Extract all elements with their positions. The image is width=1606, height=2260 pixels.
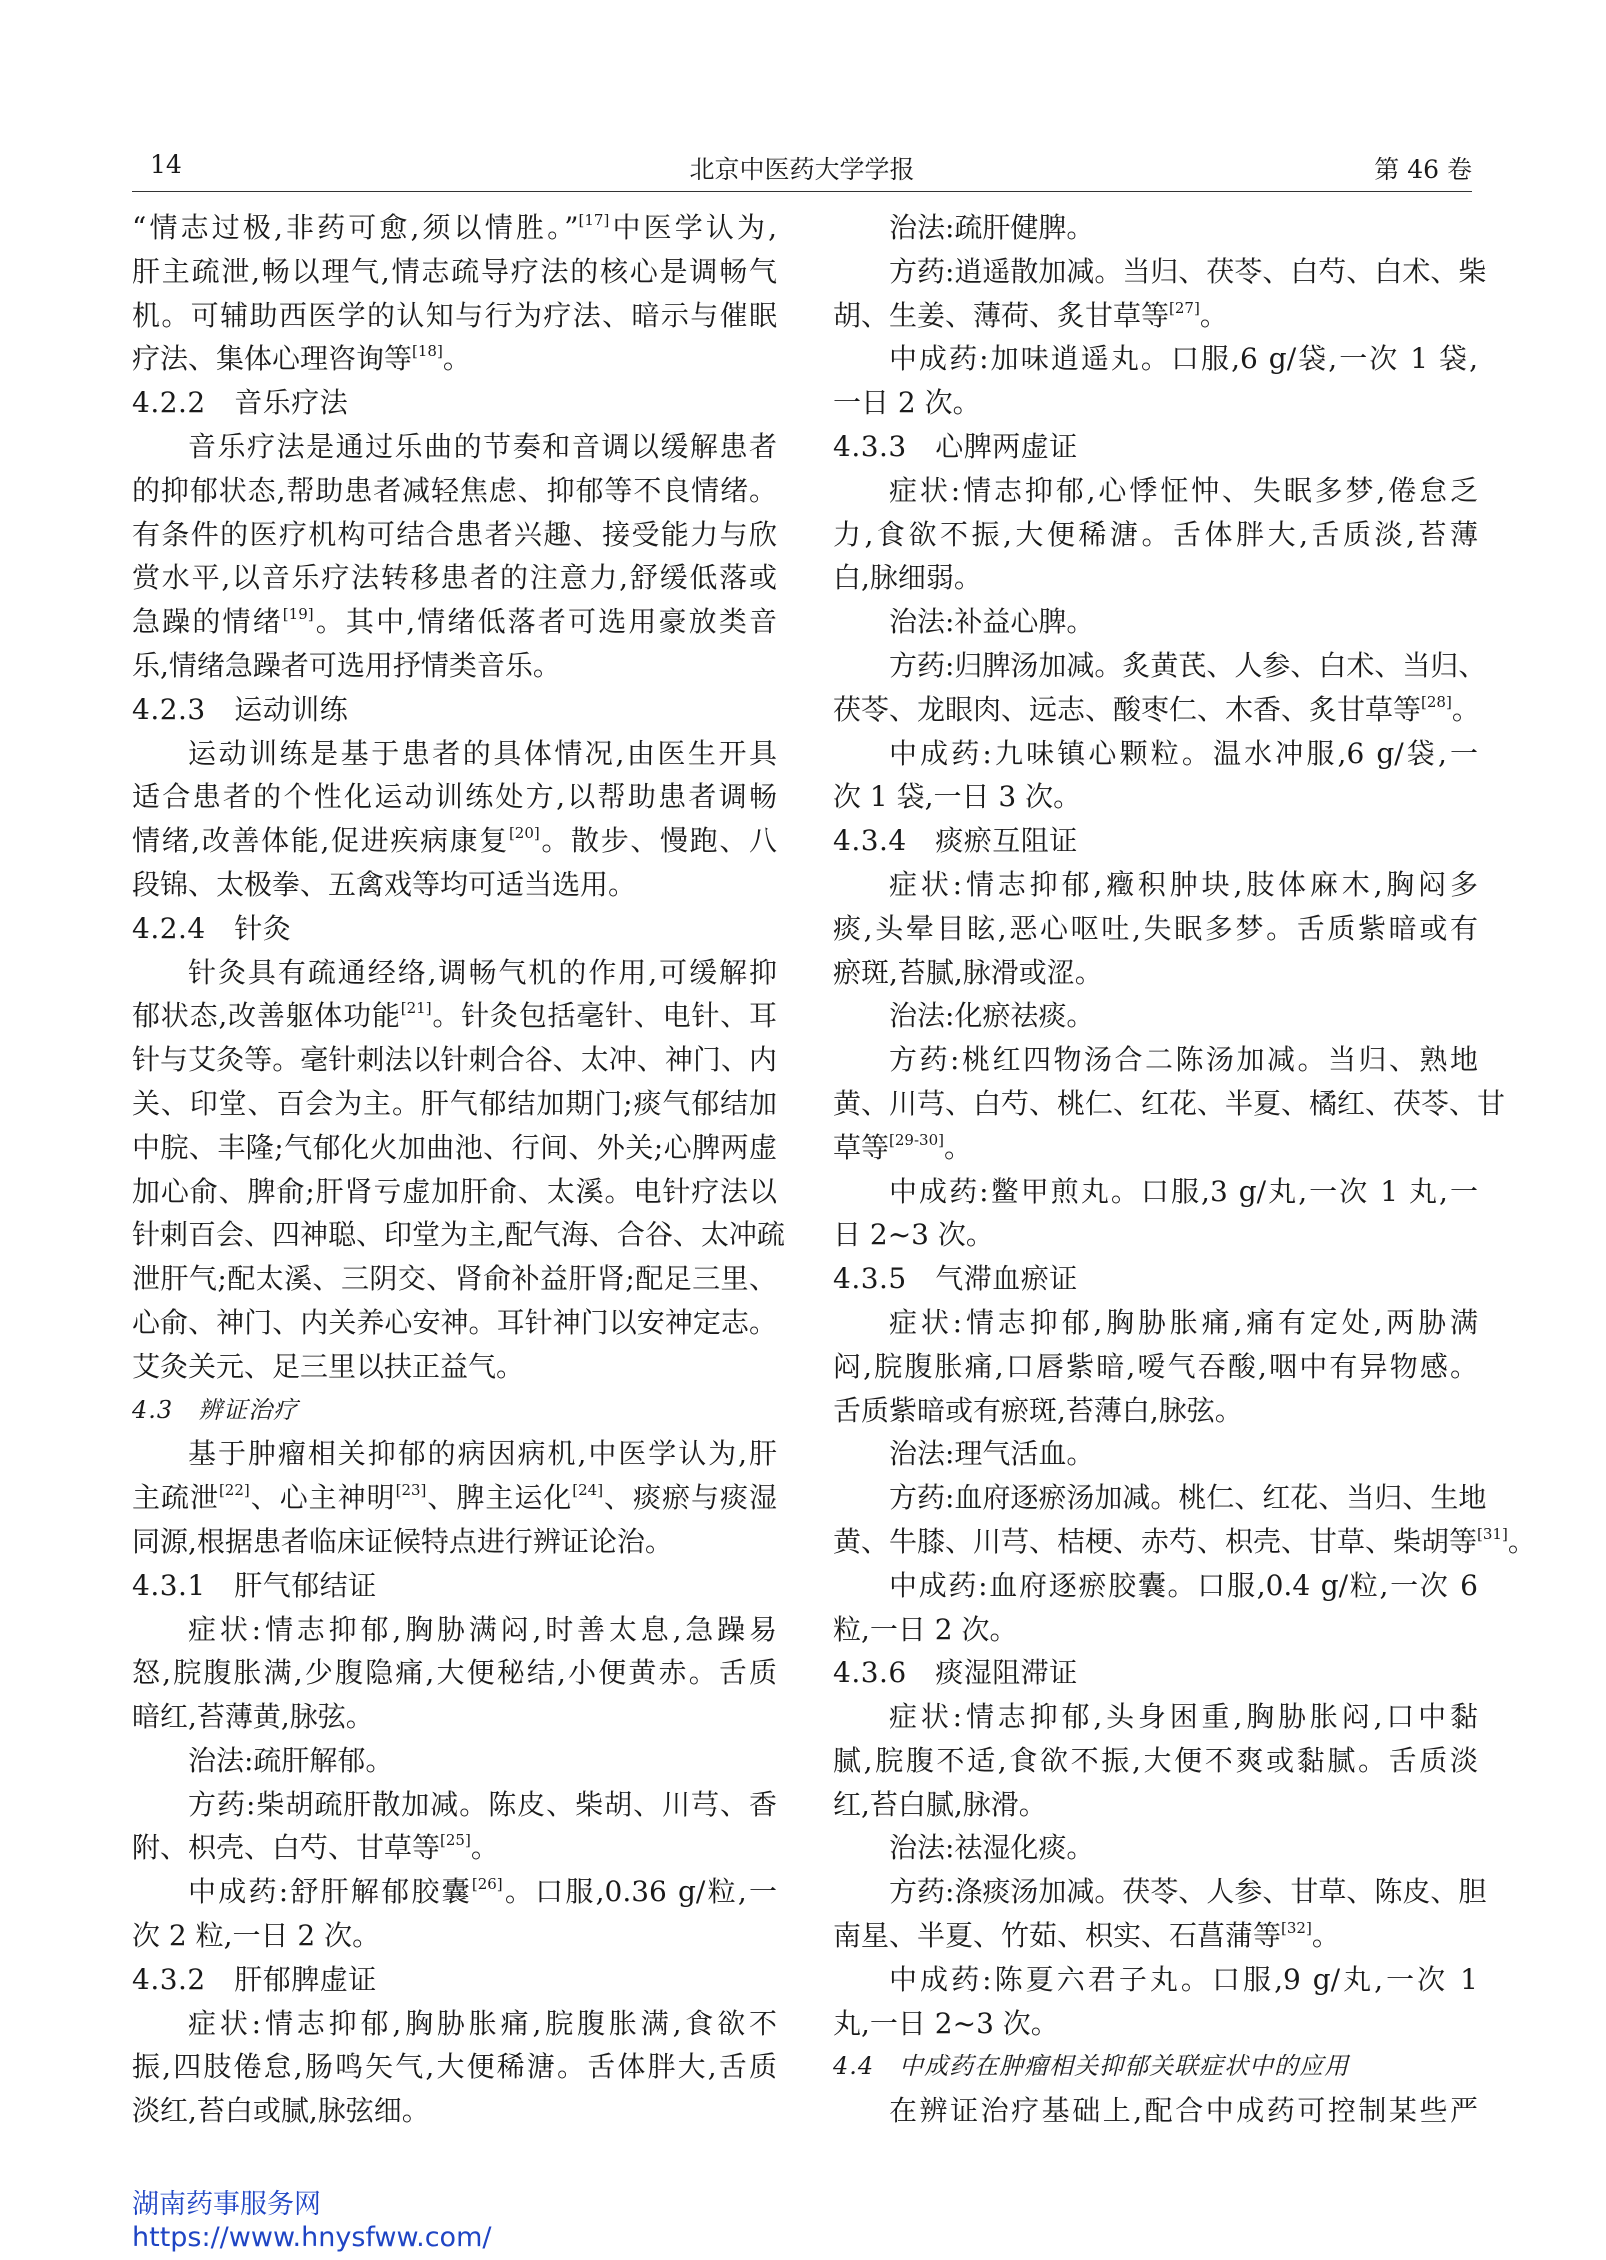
text-line xyxy=(132,250,777,294)
text-line xyxy=(833,1608,1478,1652)
text-line xyxy=(132,206,777,250)
line-text: 4.2.4 针灸 xyxy=(132,911,292,945)
text-line xyxy=(833,994,1478,1038)
text-line xyxy=(833,1476,1487,1520)
text-line xyxy=(833,732,1478,776)
line-text: 运动训练是基于患者的具体情况,由医生开具 xyxy=(188,736,777,770)
text-line xyxy=(132,1695,777,1739)
line-text: 暗红,苔薄黄,脉弦。 xyxy=(132,1700,374,1734)
text-line xyxy=(833,556,1478,600)
text-line xyxy=(833,1082,1506,1126)
line-text: 白,脉细弱。 xyxy=(833,561,982,595)
line-text: 症状:情志抑郁,胸胁胀痛,痛有定处,两胁满 xyxy=(889,1305,1478,1339)
text-line xyxy=(132,1126,777,1170)
line-text: 怒,脘腹胀满,少腹隐痛,大便秘结,小便黄赤。舌质 xyxy=(132,1656,777,1690)
line-text: 治法:祛湿化痰。 xyxy=(889,1831,1095,1865)
text-line xyxy=(132,425,777,469)
line-text: 。 xyxy=(943,1130,972,1164)
text-line xyxy=(132,688,777,732)
line-text: 。针灸包括毫针、电针、耳 xyxy=(431,999,777,1033)
text-line xyxy=(833,1520,1536,1564)
line-text: 针灸具有疏通经络,调畅气机的作用,可缓解抑 xyxy=(188,955,777,989)
line-text: 同源,根据患者临床证候特点进行辨证论治。 xyxy=(132,1524,673,1558)
line-text: 的抑郁状态,帮助患者减轻焦虑、抑郁等不良情绪。 xyxy=(132,473,777,507)
line-text: 胡、生姜、薄荷、炙甘草等 xyxy=(833,298,1170,332)
line-text: 。 xyxy=(1507,1524,1536,1558)
text-line xyxy=(833,1213,1478,1257)
line-text: 艾灸关元、足三里以扶正益气。 xyxy=(132,1349,525,1383)
text-line xyxy=(833,381,1478,425)
line-text: 治法:化瘀祛痰。 xyxy=(889,999,1095,1033)
line-text: 4.3.5 气滞血瘀证 xyxy=(833,1262,1078,1296)
text-line xyxy=(132,951,777,995)
text-line xyxy=(132,337,777,381)
line-text: 。 xyxy=(442,342,471,376)
text-line xyxy=(132,1389,777,1433)
line-text: 。 xyxy=(1311,1919,1340,1953)
text-line xyxy=(132,644,777,688)
text-line xyxy=(833,1914,1478,1958)
line-text: 疗法、集体心理咨询等 xyxy=(132,342,413,376)
line-text: 茯苓、龙眼肉、远志、酸枣仁、木香、炙甘草等 xyxy=(833,692,1422,726)
line-text: 闷,脘腹胀痛,口唇紫暗,嗳气吞酸,咽中有异物感。 xyxy=(833,1349,1478,1383)
line-text: 、心主神明 xyxy=(249,1481,396,1515)
line-text: 在辨证治疗基础上,配合中成药可控制某些严 xyxy=(889,2094,1478,2128)
line-text: 。其中,情绪低落者可选用豪放类音 xyxy=(313,605,777,639)
line-text: 中成药:舒肝解郁胶囊 xyxy=(188,1875,472,1909)
line-text: 症状:情志抑郁,癥积肿块,肢体麻木,胸闷多 xyxy=(889,867,1478,901)
citation-ref: [17] xyxy=(578,211,610,229)
text-line xyxy=(132,1564,777,1608)
line-text: 症状:情志抑郁,心悸怔忡、失眠多梦,倦怠乏 xyxy=(889,473,1478,507)
line-text: 中脘、丰隆;气郁化火加曲池、行间、外关;心脾两虚 xyxy=(132,1130,777,1164)
line-text: 腻,脘腹不适,食欲不振,大便不爽或黏腻。舌质淡 xyxy=(833,1743,1478,1777)
text-line xyxy=(132,1082,777,1126)
text-line xyxy=(833,951,1478,995)
line-text: 黄、川芎、白芍、桃仁、红花、半夏、橘红、茯苓、甘 xyxy=(833,1086,1506,1120)
line-text: 方药:柴胡疏肝散加减。陈皮、柴胡、川芎、香 xyxy=(188,1787,777,1821)
text-line xyxy=(132,1826,777,1870)
text-line xyxy=(132,513,777,557)
line-text: 中医学认为, xyxy=(609,211,777,244)
line-text: 瘀斑,苔腻,脉滑或涩。 xyxy=(833,955,1103,989)
line-text: 针刺百会、四神聪、印堂为主,配气海、合谷、太冲疏 xyxy=(132,1218,785,1252)
text-line xyxy=(132,556,777,600)
line-text: 次 1 袋,一日 3 次。 xyxy=(833,780,1082,814)
header-rule xyxy=(132,191,1472,192)
line-text: 关、印堂、百会为主。肝气郁结加期门;痰气郁结加 xyxy=(132,1086,777,1120)
line-text: 情绪,改善体能,促进疾病康复 xyxy=(132,824,509,858)
line-text: 郁状态,改善躯体功能 xyxy=(132,999,401,1033)
text-line xyxy=(833,294,1478,338)
line-text: 音乐疗法是通过乐曲的节奏和音调以缓解患者 xyxy=(188,429,777,463)
text-line xyxy=(132,381,777,425)
text-line xyxy=(833,1432,1478,1476)
line-text: 中成药:鳖甲煎丸。口服,3 g/丸,一次 1 丸,一 xyxy=(889,1174,1478,1208)
site-name: 湖南药事服务网 xyxy=(132,2189,321,2220)
line-text: 黄、牛膝、川芎、桔梗、赤芍、枳壳、甘草、柴胡等 xyxy=(833,1524,1478,1558)
line-text: 方药:归脾汤加减。炙黄芪、人参、白术、当归、 xyxy=(889,648,1487,682)
line-text: 振,四肢倦怠,肠鸣矢气,大便稀溏。舌体胖大,舌质 xyxy=(132,2050,777,2084)
text-line xyxy=(833,469,1478,513)
text-line xyxy=(132,819,777,863)
text-line xyxy=(833,1170,1478,1214)
text-line xyxy=(833,688,1478,732)
text-line xyxy=(833,2089,1478,2133)
line-text: 痰,头晕目眩,恶心呕吐,失眠多梦。舌质紫暗或有 xyxy=(833,911,1478,945)
text-line xyxy=(132,863,777,907)
text-line xyxy=(833,1826,1478,1870)
citation-ref: [21] xyxy=(400,999,432,1018)
text-line xyxy=(132,1651,777,1695)
line-text: 一日 2 次。 xyxy=(833,386,981,420)
text-line xyxy=(833,1651,1478,1695)
text-line xyxy=(833,2002,1478,2046)
line-text: 心俞、神门、内关养心安神。耳针神门以安神定志。 xyxy=(132,1305,777,1339)
citation-ref: [24] xyxy=(572,1481,604,1500)
line-text: 南星、半夏、竹茹、枳实、石菖蒲等 xyxy=(833,1919,1282,1953)
text-line xyxy=(833,206,1478,250)
line-text: 4.3.1 肝气郁结证 xyxy=(132,1568,377,1602)
line-text: 肝主疏泄,畅以理气,情志疏导疗法的核心是调畅气 xyxy=(132,254,777,288)
text-line xyxy=(833,1958,1478,2002)
text-line xyxy=(132,469,777,513)
line-text: 日 2~3 次。 xyxy=(833,1218,994,1252)
line-text: 4.3 辨证治疗 xyxy=(132,1395,299,1424)
line-text: 方药:逍遥散加减。当归、茯苓、白芍、白术、柴 xyxy=(889,254,1487,288)
page-number: 14 xyxy=(150,150,182,179)
text-line xyxy=(132,1257,777,1301)
line-text: 机。可辅助西医学的认知与行为疗法、暗示与催眠 xyxy=(132,298,777,332)
text-line xyxy=(132,600,777,644)
text-line xyxy=(833,513,1478,557)
line-text: 4.3.4 痰瘀互阻证 xyxy=(833,824,1078,858)
line-text: 症状:情志抑郁,胸胁满闷,时善太息,急躁易 xyxy=(188,1612,777,1646)
watermark-footer xyxy=(132,2188,491,2254)
citation-ref: [27] xyxy=(1169,298,1200,317)
text-line xyxy=(833,2045,1478,2089)
text-line xyxy=(833,644,1487,688)
text-line xyxy=(833,907,1478,951)
text-line xyxy=(132,2002,777,2046)
citation-ref: [26] xyxy=(471,1875,503,1894)
text-line xyxy=(833,425,1478,469)
text-line xyxy=(132,1432,777,1476)
line-text: 症状:情志抑郁,头身困重,胸胁胀闷,口中黏 xyxy=(889,1700,1478,1734)
line-text: 中成药:陈夏六君子丸。口服,9 g/丸,一次 1 xyxy=(889,1962,1478,1996)
right-column xyxy=(833,206,1536,2133)
line-text: 4.3.2 肝郁脾虚证 xyxy=(132,1962,377,1996)
text-line xyxy=(132,1783,777,1827)
line-text: 红,苔白腻,脉滑。 xyxy=(833,1787,1047,1821)
running-header xyxy=(132,150,1472,186)
line-text: 。散步、慢跑、八 xyxy=(539,824,777,858)
line-text: 治法:理气活血。 xyxy=(889,1437,1095,1471)
citation-ref: [20] xyxy=(508,824,540,843)
journal-title: 北京中医药大学学报 xyxy=(689,155,915,184)
line-text: 、痰瘀与痰湿 xyxy=(603,1481,777,1515)
text-line xyxy=(132,1476,777,1520)
line-text: 方药:血府逐瘀汤加减。桃仁、红花、当归、生地 xyxy=(889,1481,1487,1515)
line-text: 适合患者的个性化运动训练处方,以帮助患者调畅 xyxy=(132,780,777,814)
line-text: 粒,一日 2 次。 xyxy=(833,1612,1018,1646)
line-text: 段锦、太极拳、五禽戏等均可适当选用。 xyxy=(132,867,637,901)
line-text: 中成药:血府逐瘀胶囊。口服,0.4 g/粒,一次 6 xyxy=(889,1568,1478,1602)
citation-ref: [19] xyxy=(282,605,314,624)
line-text: 针与艾灸等。毫针刺法以针刺合谷、太冲、神门、内 xyxy=(132,1043,777,1077)
line-text: 主疏泄 xyxy=(132,1481,219,1515)
text-line xyxy=(833,1870,1487,1914)
text-line xyxy=(833,337,1478,381)
line-text: 4.3.3 心脾两虚证 xyxy=(833,429,1078,463)
line-text: 。口服,0.36 g/粒,一 xyxy=(502,1875,777,1909)
text-line xyxy=(132,1345,777,1389)
line-text: 丸,一日 2~3 次。 xyxy=(833,2006,1059,2040)
text-line xyxy=(833,1389,1478,1433)
line-text: 加心俞、脾俞;肝肾亏虚加肝俞、太溪。电针疗法以 xyxy=(132,1174,777,1208)
line-text: 赏水平,以音乐疗法转移患者的注意力,舒缓低落或 xyxy=(132,561,777,595)
text-line xyxy=(132,1870,777,1914)
text-line xyxy=(132,1213,785,1257)
line-text: 症状:情志抑郁,胸胁胀痛,脘腹胀满,食欲不 xyxy=(188,2006,777,2040)
text-line xyxy=(132,1520,777,1564)
text-line xyxy=(132,994,777,1038)
text-line xyxy=(132,732,777,776)
text-line xyxy=(833,1301,1478,1345)
text-line xyxy=(132,2089,777,2133)
line-text: 中成药:加味逍遥丸。口服,6 g/袋,一次 1 袋, xyxy=(889,342,1478,376)
line-text: 有条件的医疗机构可结合患者兴趣、接受能力与欣 xyxy=(132,517,777,551)
citation-ref: [31] xyxy=(1477,1524,1508,1543)
text-line xyxy=(132,1608,777,1652)
line-text: 4.4 中成药在肿瘤相关抑郁关联症状中的应用 xyxy=(833,2052,1350,2081)
text-line xyxy=(132,1038,777,1082)
line-text: 4.2.2 音乐疗法 xyxy=(132,386,349,420)
volume-number: 第 46 卷 xyxy=(1374,155,1472,184)
line-text: 治法:疏肝健脾。 xyxy=(889,211,1095,244)
text-line xyxy=(132,1739,777,1783)
line-text: “情志过极,非药可愈,须以情胜。” xyxy=(132,211,579,244)
text-line xyxy=(833,1038,1478,1082)
text-line xyxy=(833,1257,1478,1301)
line-text: 淡红,苔白或腻,脉弦细。 xyxy=(132,2094,430,2128)
citation-ref: [32] xyxy=(1281,1919,1312,1938)
line-text: 乐,情绪急躁者可选用抒情类音乐。 xyxy=(132,648,561,682)
text-line xyxy=(132,2045,777,2089)
line-text: 草等 xyxy=(833,1130,890,1164)
text-line xyxy=(833,1783,1478,1827)
text-line xyxy=(132,907,777,951)
line-text: 附、枳壳、白芍、甘草等 xyxy=(132,1831,441,1865)
text-line xyxy=(833,1695,1478,1739)
text-line xyxy=(833,250,1487,294)
text-line xyxy=(132,1170,777,1214)
line-text: 次 2 粒,一日 2 次。 xyxy=(132,1919,381,1953)
citation-ref: [28] xyxy=(1421,692,1452,711)
text-line xyxy=(833,1126,1478,1170)
text-line xyxy=(132,1301,777,1345)
text-line xyxy=(132,775,777,819)
citation-ref: [29-30] xyxy=(889,1130,944,1149)
left-column xyxy=(132,206,785,2133)
citation-ref: [23] xyxy=(395,1481,427,1500)
line-text: 。 xyxy=(470,1831,499,1865)
site-url: https://www.hnysfww.com/ xyxy=(132,2222,492,2253)
line-text: 治法:补益心脾。 xyxy=(889,605,1095,639)
text-line xyxy=(833,775,1478,819)
line-text: 急躁的情绪 xyxy=(132,605,283,639)
citation-ref: [22] xyxy=(218,1481,250,1500)
text-line xyxy=(132,1958,777,2002)
line-text: 。 xyxy=(1199,298,1228,332)
line-text: 、脾主运化 xyxy=(426,1481,573,1515)
line-text: 泄肝气;配太溪、三阴交、肾俞补益肝肾;配足三里、 xyxy=(132,1262,777,1296)
text-line xyxy=(833,600,1478,644)
line-text: 治法:疏肝解郁。 xyxy=(188,1743,394,1777)
line-text: 中成药:九味镇心颗粒。温水冲服,6 g/袋,一 xyxy=(889,736,1478,770)
text-line xyxy=(833,1345,1478,1389)
line-text: 。 xyxy=(1451,692,1480,726)
text-line xyxy=(833,819,1478,863)
text-line xyxy=(833,863,1478,907)
line-text: 舌质紫暗或有瘀斑,苔薄白,脉弦。 xyxy=(833,1393,1243,1427)
text-line xyxy=(833,1564,1478,1608)
line-text: 基于肿瘤相关抑郁的病因病机,中医学认为,肝 xyxy=(188,1437,777,1471)
text-line xyxy=(132,1914,777,1958)
line-text: 方药:桃红四物汤合二陈汤加减。当归、熟地 xyxy=(889,1043,1478,1077)
line-text: 力,食欲不振,大便稀溏。舌体胖大,舌质淡,苔薄 xyxy=(833,517,1478,551)
text-line xyxy=(132,294,777,338)
text-line xyxy=(833,1739,1478,1783)
line-text: 4.2.3 运动训练 xyxy=(132,692,349,726)
line-text: 方药:涤痰汤加减。茯苓、人参、甘草、陈皮、胆 xyxy=(889,1875,1487,1909)
citation-ref: [18] xyxy=(412,342,443,361)
line-text: 4.3.6 痰湿阻滞证 xyxy=(833,1656,1078,1690)
citation-ref: [25] xyxy=(440,1831,471,1850)
